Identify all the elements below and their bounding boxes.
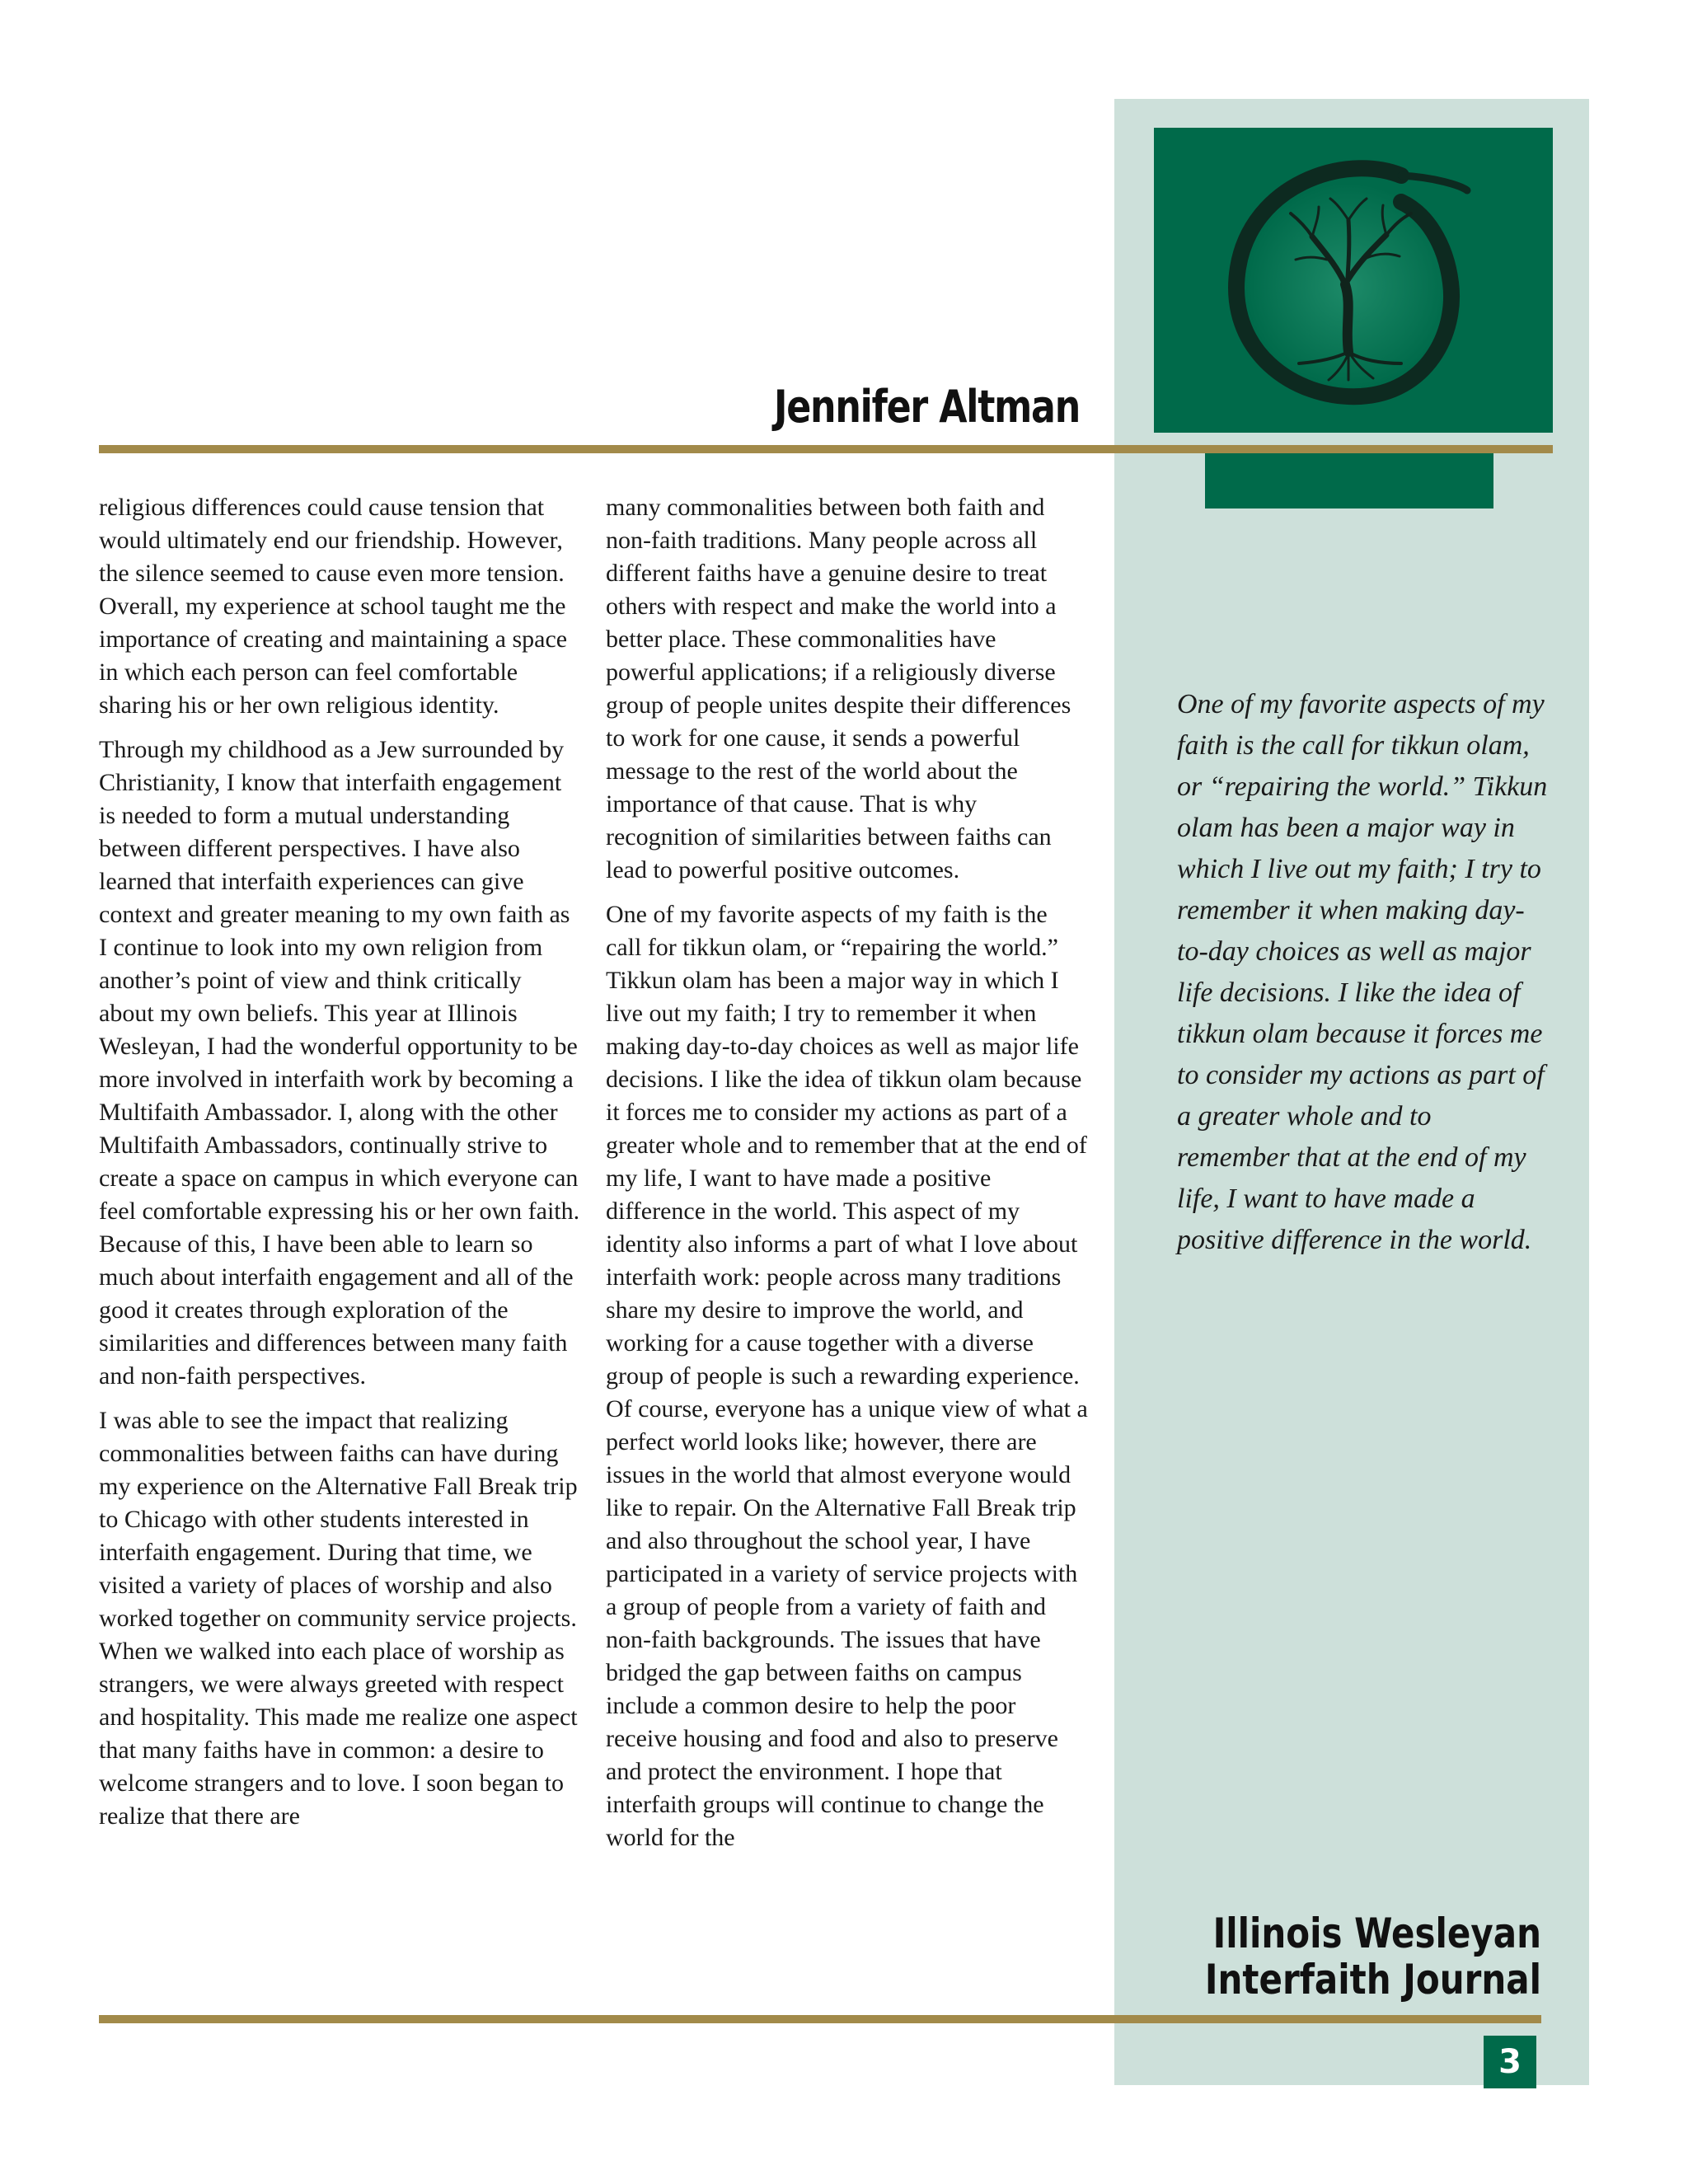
author-name: Jennifer Altman: [774, 381, 1080, 433]
article-column-left: [99, 491, 581, 1844]
paragraph: religious differences could cause tension that would ultimately end our friendship. However, the silence seemed to cause even more tension. Overall, my experience at school taught me the importance of creating and maintaining a space in which each person can feel comfortable sharing his or her own religious identity.: [99, 494, 568, 719]
tree-in-circle-icon: [1154, 128, 1553, 433]
journal-title-line: Illinois Wesleyan: [1212, 1910, 1541, 1957]
page-number: 3: [1484, 2036, 1536, 2088]
article-column-middle: [606, 491, 1088, 1866]
header-rule: [99, 445, 1553, 453]
pull-quote: One of my favorite aspects of my faith is the call for tikkun olam, or “repairing the world.” Tikkun olam has been a major way in which I live out my faith; I try to remember it when making day-to-day choices as well as major life decisions. I like the idea of tikkun olam because it forces me to consider my actions as part of a greater whole and to remember that at the end of my life, I want to have made a positive difference in the world.: [1177, 689, 1548, 1255]
paragraph: One of my favorite aspects of my faith is the call for tikkun olam, or “repairing the world.” Tikkun olam has been a major way in which I live out my faith; I try to remember it when making day-to-day choices as well as major life decisions. I like the idea of tikkun olam because it forces me to consider my actions as part of a greater whole and to remember that at the end of my life, I want to have made a positive difference in the world. This aspect of my identity also informs a part of what I love about interfaith work: people across many traditions share my desire to improve the world, and working for a cause together with a diverse group of people is such a rewarding experience. Of course, everyone has a unique view of what a perfect world looks like; however, there are issues in the world that almost everyone would like to repair. On the Alternative Fall Break trip and also throughout the school year, I have participated in a variety of service projects with a group of people from a variety of faith and non-faith backgrounds. The issues that have bridged the gap between faiths on campus include a common desire to help the poor receive housing and food and also to preserve and protect the environment. I hope that interfaith groups will continue to change the world for the: [606, 901, 1088, 1851]
journal-title-line: Interfaith Journal: [1204, 1956, 1541, 2004]
footer-rule: [99, 2015, 1541, 2023]
logo-tab: [1205, 449, 1493, 509]
paragraph: many commonalities between both faith and non-faith traditions. Many people across all different faiths have a genuine desire to treat others with respect and make the world into a better place. These commonalities have powerful applications; if a religiously diverse group of people unites despite their differences to work for one cause, it sends a powerful message to the rest of the world about the importance of that cause. That is why recognition of similarities between faiths can lead to powerful positive outcomes.: [606, 494, 1071, 883]
journal-logo: [1154, 128, 1553, 433]
paragraph: Through my childhood as a Jew surrounded by Christianity, I know that interfaith engagement is needed to form a mutual understanding between different perspectives. I have also learned that interfaith experiences can give context and greater meaning to my own faith as I continue to look into my own religion from another’s point of view and think critically about my own beliefs. This year at Illinois Wesleyan, I had the wonderful opportunity to be more involved in interfaith work by becoming a Multifaith Ambassador. I, along with the other Multifaith Ambassadors, continually strive to create a space on campus in which everyone can feel comfortable expressing his or her own faith. Because of this, I have been able to learn so much about interfaith engagement and all of the good it creates through exploration of the similarities and differences between many faith and non-faith perspectives.: [99, 736, 580, 1390]
journal-title: [1195, 1910, 1541, 2003]
paragraph: I was able to see the impact that realizing commonalities between faiths can have during my experience on the Alternative Fall Break trip to Chicago with other students interested in interfaith engagement. During that time, we visited a variety of places of worship and also worked together on community service projects. When we walked into each place of worship as strangers, we were always greeted with respect and hospitality. This made me realize one aspect that many faiths have in common: a desire to welcome strangers and to love. I soon began to realize that there are: [99, 1407, 578, 1830]
